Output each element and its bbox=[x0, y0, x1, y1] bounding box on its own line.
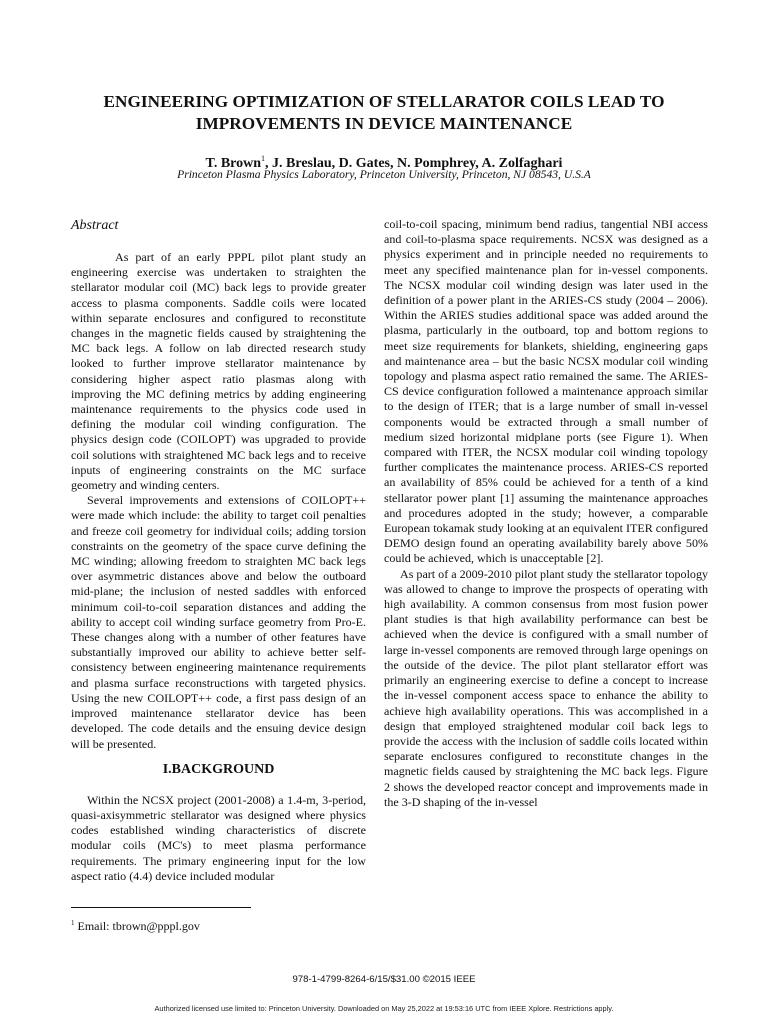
first-author: T. Brown bbox=[205, 156, 262, 171]
right-column bbox=[384, 217, 708, 810]
abstract-paragraph-1: As part of an early PPPL pilot plant study an engineering exercise was undertaken to straighten the stellarator modular coil (MC) back legs to provide greater access to plasma components. Saddle coils were located within separate enclosures and configured to reconstitute changes in the magnetic fields caused by straightening the MC back legs. A follow on lab directed research study looked to further improve stellarator maintenance by considering higher aspect ratio plasmas along with improving the MC defining metrics by adding engineering maintenance requirements to the physics code used in defining the modular coil winding configuration. The physics design code (COILOPT) was upgraded to provide coil solutions with straightened MC back legs and to receive inputs of engineering constraints on the MC surface geometry and winding centers. bbox=[71, 250, 366, 493]
abstract-heading: Abstract bbox=[71, 218, 119, 233]
paper-title bbox=[60, 91, 708, 135]
paper-title-line-2: IMPROVEMENTS IN DEVICE MAINTENANCE bbox=[195, 114, 573, 133]
body-paragraph-continued: coil-to-coil spacing, minimum bend radius, tangential NBI access and coil-to-plasma space requirements. NCSX was designed as a physics experiment and in principle needed no requirements to meet any specified maintenance plan for in-vessel components. The NCSX modular coil winding design was later used in the definition of a power plant in the ARIES-CS study (2004 – 2006). Within the ARIES studies additional space was added around the plasma, particularly in the outboard, top and bottom regions to meet size requirements for blankets, shielding, engineering gaps and maintenance area – but the basic NCSX modular coil winding topology and plasma aspect ratio remained the same. The ARIES-CS device configuration followed a maintenance approach similar to the design of ITER; that is a large number of small in-vessel components would be extracted through a small number of medium sized horizontal midplane ports (see Figure 1). When compared with ITER, the NCSX modular coil winding topology further complicates the maintenance process. ARIES-CS reported an availability of 85% could be achieved for a tenth of a kind stellarator power plant [1] assuming the maintenance approaches and procedures adopted in the study; however, a comparable European tokamak study looking at an equivalent ITER configured DEMO design found an operating availability barely above 50% could be achieved, which is unacceptable [2]. bbox=[384, 217, 708, 566]
footnote bbox=[71, 916, 200, 934]
author-footnote-mark: 1 bbox=[261, 154, 266, 163]
license-notice: Authorized licensed use limited to: Princeton University. Downloaded on May 25,2022 at 19:53:16 UTC from IEEE Xplore. Restrictions apply. bbox=[154, 1004, 614, 1013]
body-paragraph-pilot-plant: As part of a 2009-2010 pilot plant study the stellarator topology was allowed to change to improve the prospects of operating with high availability. A common consensus from most fusion power plant studies is that high availability performance can best be achieved when the device is configured with a small number of large in-vessel components are removed through large openings on the outside of the device. The pilot plant stellarator effort was primarily an engineering exercise to define a concept to increase the in-vessel component access space to enhance the ability to achieve high availability operations. This was accomplished in a design that employed straightened modular coil back legs to provide the access with the inclusion of saddle coils located within separate enclosures configured to reconstitute changes in the magnetic fields caused by straightening the MC back legs. Figure 2 shows the developed reactor concept and improvements made in the 3-D shaping of the in-vessel bbox=[384, 566, 708, 809]
other-authors: , J. Breslau, D. Gates, N. Pomphrey, A. Zolfaghari bbox=[265, 156, 563, 171]
footnote-divider bbox=[71, 907, 251, 908]
paper-title-line-1: ENGINEERING OPTIMIZATION OF STELLARATOR COILS LEAD TO bbox=[103, 92, 665, 111]
abstract-paragraph-2: Several improvements and extensions of COILOPT++ were made which include: the ability to target coil penalties and freeze coil geometry for individual coils; adding torsion constraints on the geometry of the space curve defining the MC winding; allowing freedom to straighten MC back legs over asymmetric distances above and below the outboard mid-plane; the inclusion of nested saddles with enforced minimum coil-to-coil separation distances and adding the ability to accept coil winding surface geometry from Pro-E. These changes along with a number of other features have substantially improved our ability to achieve better self-consistency between engineering maintenance requirements and plasma surface reconstructions with targeted physics. Using the new COILOPT++ code, a first pass design of an improved maintenance stellarator device has been developed. The code details and the ensuing device design will be presented. bbox=[71, 493, 366, 751]
isbn-copyright-line: 978-1-4799-8264-6/15/$31.00 ©2015 IEEE bbox=[292, 974, 476, 985]
left-column bbox=[71, 217, 366, 884]
affiliation: Princeton Plasma Physics Laboratory, Princeton University, Princeton, NJ 08543, U.S.A bbox=[177, 168, 591, 181]
footnote-email: Email: tbrown@pppl.gov bbox=[74, 919, 200, 933]
section-heading-background: I.BACKGROUND bbox=[162, 761, 275, 777]
background-paragraph-1: Within the NCSX project (2001-2008) a 1.4-m, 3-period, quasi-axisymmetric stellarator was designed where physics codes established winding characteristics of discrete modular coils (MC's) to meet plasma performance requirements. The primary engineering input for the low aspect ratio (4.4) device included modular bbox=[71, 792, 366, 883]
footnote-mark: 1 bbox=[71, 919, 75, 927]
